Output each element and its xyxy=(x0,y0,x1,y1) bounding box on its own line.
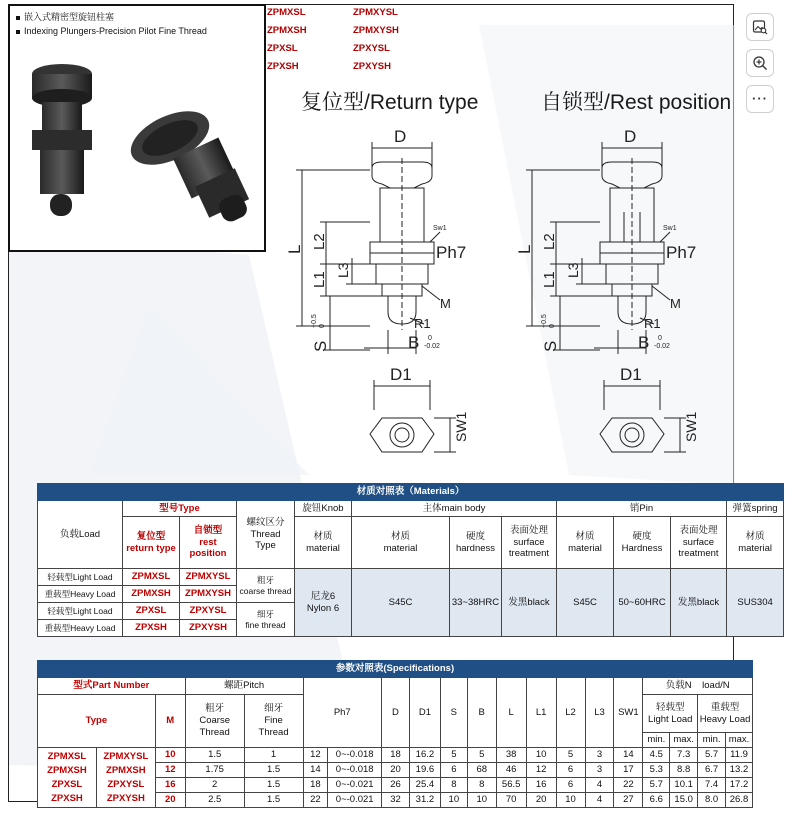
svg-text:L: L xyxy=(285,244,304,254)
pin-surface-header: 表面处理 surface treatment xyxy=(671,517,727,569)
spring-material-header: 材质 material xyxy=(727,517,784,569)
body-material-header: 材质 material xyxy=(352,517,450,569)
svg-text:-0.02: -0.02 xyxy=(424,343,440,350)
thread-type-header: 螺纹区分 Thread Type xyxy=(237,501,295,569)
light-load-header: 轻载型 Light Load xyxy=(643,695,698,733)
table-row: 轻载型Light Load ZPXSL ZPXYSL 细牙 fine thread xyxy=(38,603,784,620)
image-search-icon xyxy=(752,19,768,35)
svg-text:L3: L3 xyxy=(335,262,351,278)
svg-text:0: 0 xyxy=(319,324,326,328)
svg-text:M: M xyxy=(670,296,681,311)
svg-text:Sw1: Sw1 xyxy=(663,225,677,232)
specs-caption-row xyxy=(38,661,753,678)
svg-text:0: 0 xyxy=(428,335,432,342)
svg-text:D1: D1 xyxy=(390,365,412,384)
svg-text:Ph7: Ph7 xyxy=(666,243,697,262)
svg-text:L3: L3 xyxy=(565,262,581,278)
svg-text:S: S xyxy=(311,340,330,352)
type-codes-left: ZPMXSL ZPMXSH ZPXSL ZPXSH xyxy=(38,748,97,808)
rest-type-header: 自锁型 rest position xyxy=(180,517,237,569)
return-type-title: 复位型/Return type xyxy=(301,91,479,114)
rest-position-drawing xyxy=(515,118,740,478)
photo-title-en: Indexing Plungers-Precision Pilot Fine Thread xyxy=(16,26,207,36)
materials-caption: 材质对照表（Materials） xyxy=(38,484,784,501)
svg-text:B: B xyxy=(408,333,420,352)
rest-position-title: 自锁型/Rest position xyxy=(541,91,732,114)
svg-text:L1: L1 xyxy=(541,271,558,288)
code-item: ZPXYSH xyxy=(353,61,392,72)
fine-thread-cell: 细牙 fine thread xyxy=(237,603,295,637)
body-header: 主体main body xyxy=(352,501,557,517)
svg-text:D: D xyxy=(394,127,407,146)
codes-rest-list xyxy=(353,4,399,76)
materials-caption-row xyxy=(38,484,784,501)
specs-caption: 参数对照表(Specifications) xyxy=(38,661,753,678)
product-photo-panel xyxy=(8,4,266,252)
body-hardness-header: 硬度 hardness xyxy=(450,517,502,569)
svg-text:L2: L2 xyxy=(311,233,328,250)
table-row: 12 1.75 1.5 14 0~-0.018 20 19.6 6 68 46 12 6 3 17 5.3 8.8 6.7 13.2 xyxy=(38,763,753,778)
codes-return-list xyxy=(267,4,307,76)
code-item: ZPMXYSL xyxy=(353,7,398,18)
svg-text:L1: L1 xyxy=(311,271,328,288)
image-search-button[interactable] xyxy=(746,13,774,41)
more-options-button[interactable] xyxy=(746,85,774,113)
type-header: 型号Type xyxy=(123,501,237,517)
knob-header: 旋钮Knob xyxy=(295,501,352,517)
svg-text:SW1: SW1 xyxy=(683,411,699,442)
body-surface-header: 表面处理 surface treatment xyxy=(502,517,557,569)
table-row: ZPMXSL ZPMXSH ZPXSL ZPXSH ZPMXYSL ZPMXSH ZPXYSL ZPXYSH 10 1.5 1 12 0~-0.018 18 16.2 5 5 38 10 5 3 14 4.5 7.3 5.7 11.9 xyxy=(38,748,753,763)
return-type-drawing xyxy=(285,118,510,478)
pin-header: 销Pin xyxy=(557,501,727,517)
svg-text:SW1: SW1 xyxy=(453,411,469,442)
photo-title-cn: 嵌入式精密型旋钮柱塞 xyxy=(16,10,114,23)
pitch-header: 螺距Pitch xyxy=(185,678,303,695)
table-row: 20 2.5 1.5 22 0~-0.021 32 31.2 10 10 70 20 10 4 27 6.6 15.0 8.0 26.8 xyxy=(38,793,753,808)
knob-material-cell: 尼龙6 Nylon 6 xyxy=(295,569,352,637)
svg-text:0: 0 xyxy=(549,324,556,328)
type-header: Type xyxy=(38,695,156,748)
type-codes-right: ZPMXYSL ZPMXSH ZPXYSL ZPXYSH xyxy=(96,748,155,808)
table-row: 16 2 1.5 18 0~-0.021 26 25.4 8 8 56.5 16 6 4 22 5.7 10.1 7.4 17.2 xyxy=(38,778,753,793)
spring-header: 弹簧spring xyxy=(727,501,784,517)
code-item: ZPMXSL xyxy=(267,7,306,18)
code-item: ZPMXSH xyxy=(267,25,307,36)
code-item: ZPXYSL xyxy=(353,43,390,54)
materials-table xyxy=(37,483,784,637)
code-item: ZPXSL xyxy=(267,43,298,54)
svg-text:B: B xyxy=(638,333,650,352)
heavy-load-header: 重载型 Heavy Load xyxy=(698,695,753,733)
svg-text:L2: L2 xyxy=(541,233,558,250)
svg-text:M: M xyxy=(440,296,451,311)
ph7-header: Ph7 xyxy=(303,678,382,748)
more-icon: ··· xyxy=(752,91,768,106)
svg-text:D1: D1 xyxy=(620,365,642,384)
knob-material-header: 材质 material xyxy=(295,517,352,569)
svg-text:+0.5: +0.5 xyxy=(541,314,548,328)
svg-text:L: L xyxy=(515,244,534,254)
fine-header: 细牙 Fine Thread xyxy=(244,695,303,748)
zoom-in-button[interactable] xyxy=(746,49,774,77)
table-row: 重载型Heavy Load ZPXSH ZPXYSH xyxy=(38,620,784,637)
svg-text:-0.02: -0.02 xyxy=(654,343,670,350)
svg-text:+0.5: +0.5 xyxy=(311,314,318,328)
svg-text:Sw1: Sw1 xyxy=(433,225,447,232)
zoom-in-icon xyxy=(752,55,768,71)
load-n-header: 负载N load/N xyxy=(643,678,753,695)
indexing-plunger-photo xyxy=(10,46,264,246)
load-header: 负载Load xyxy=(38,501,123,569)
code-item: ZPMXYSH xyxy=(353,25,399,36)
m-header: M xyxy=(155,695,185,748)
svg-text:Ph7: Ph7 xyxy=(436,243,467,262)
coarse-thread-cell: 粗牙 coarse thread xyxy=(237,569,295,603)
table-row: 重载型Heavy Load ZPMXSH ZPMXYSH xyxy=(38,586,784,603)
svg-text:0: 0 xyxy=(658,335,662,342)
pin-material-header: 材质 material xyxy=(557,517,614,569)
pin-hardness-header: 硬度 Hardness xyxy=(614,517,671,569)
svg-text:R1: R1 xyxy=(644,316,661,331)
specifications-table: 参数对照表(Specifications) 型式Part Number 螺距Pitch Ph7 D D1 S B L L1 L2 L3 SW1 负载N load/N Type M 粗牙 Coarse Thread 细牙 Fine Thread 轻载型 Light Load 重载型 Heavy Load min. max. min. max. ZPMXSL ZPMXSH ZPXSL ZPXSH ZPMXYSL ZPMXSH ZPXYSL ZPXYSH 10 1.5 1 12 0~-0.018 18 16.2 5 5 38 10 5 3 14 4.5 7.3 5.7 11.9 12 1.75 1.5 14 0~-0.018 20 19.6 6 68 46 12 6 3 17 5.3 8.8 6.7 13.2 16 2 1.5 18 0~-0.021 26 25.4 8 8 56.5 16 6 4 22 5.7 10.1 7.4 17.2 20 2.5 1.5 22 0~-0.021 32 31.2 10 10 70 20 10 4 27 6.6 15.0 8.0 26.8 xyxy=(37,660,753,808)
code-item: ZPXSH xyxy=(267,61,299,72)
return-type-header: 复位型 return type xyxy=(123,517,180,569)
svg-text:D: D xyxy=(624,127,637,146)
svg-text:S: S xyxy=(541,340,560,352)
part-number-header: 型式Part Number xyxy=(38,678,186,695)
coarse-header: 粗牙 Coarse Thread xyxy=(185,695,244,748)
svg-text:R1: R1 xyxy=(414,316,431,331)
table-row: 轻载型Light Load ZPMXSL ZPMXYSL 粗牙 coarse thread 尼龙6 Nylon 6 S45C 33~38HRC 发黑black S45C 50~60HRC 发黑black SUS304 xyxy=(38,569,784,586)
